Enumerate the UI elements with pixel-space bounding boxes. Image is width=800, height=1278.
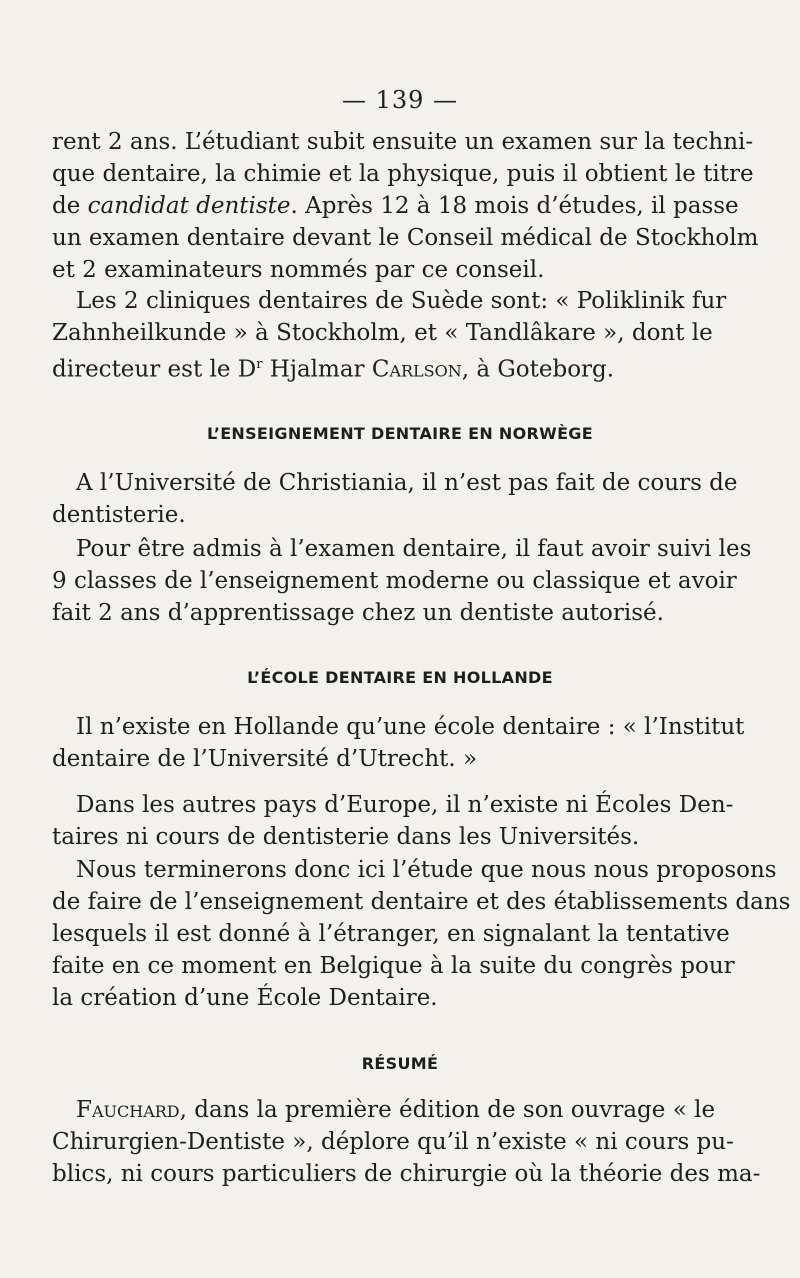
text-line: Chirurgien-Dentiste », déplore qu’il n’existe « ni cours pu- [52, 1129, 734, 1155]
text-line: dentisterie. [52, 502, 186, 528]
section-heading: RÉSUMÉ [361, 1054, 439, 1073]
italic-term: candidat dentiste [87, 193, 291, 219]
text-run: , dans la première édition de son ouvrage « le [179, 1097, 716, 1123]
text-run: Hjalmar [262, 356, 372, 383]
text-line: Pour être admis à l’examen dentaire, il faut avoir suivi les [76, 536, 752, 562]
text-run: de [52, 193, 88, 219]
text-line: A l’Université de Christiania, il n’est pas fait de cours de [76, 470, 738, 496]
section-heading: L’ENSEIGNEMENT DENTAIRE EN NORWÈGE [207, 424, 593, 443]
text-line: 9 classes de l’enseignement moderne ou classique et avoir [52, 568, 737, 594]
paragraph-4 [52, 533, 752, 629]
paragraph-8 [52, 1094, 761, 1190]
section-heading: L’ÉCOLE DENTAIRE EN HOLLANDE [247, 668, 553, 687]
text-line: de faire de l’enseignement dentaire et des établissements dans [52, 889, 791, 915]
text-line: Dans les autres pays d’Europe, il n’existe ni Écoles Den- [76, 792, 734, 818]
text-line: Les 2 cliniques dentaires de Suède sont: « Poliklinik fur [76, 288, 727, 314]
paragraph-3 [52, 467, 738, 531]
text-line: fait 2 ans d’apprentissage chez un dentiste autorisé. [52, 600, 664, 626]
paragraph-5 [52, 711, 745, 775]
paragraph-7 [52, 854, 791, 1014]
text-line: rent 2 ans. L’étudiant subit ensuite un examen sur la techni- [52, 129, 754, 155]
text-line [52, 190, 739, 222]
text-line: taires ni cours de dentisterie dans les Universités. [52, 824, 640, 850]
superscript: r [256, 357, 263, 372]
small-caps-name: Fauchard [76, 1097, 180, 1123]
text-line: blics, ni cours particuliers de chirurgie où la théorie des ma- [52, 1161, 761, 1187]
text-line: et 2 examinateurs nommés par ce conseil. [52, 257, 545, 283]
text-line [52, 1094, 716, 1126]
text-line: que dentaire, la chimie et la physique, puis il obtient le titre [52, 161, 754, 187]
text-line: la création d’une École Dentaire. [52, 985, 438, 1011]
text-line: faite en ce moment en Belgique à la suite du congrès pour [52, 953, 735, 979]
text-line: un examen dentaire devant le Conseil médical de Stockholm [52, 225, 759, 251]
text-line [52, 349, 696, 381]
text-line: Zahnheilkunde » à Stockholm, et « Tandlâkare », dont le [52, 320, 713, 346]
text-line: lesquels il est donné à l’étranger, en signalant la tentative [52, 921, 730, 947]
text-run: . Après 12 à 18 mois d’études, il passe [290, 193, 739, 219]
text-line: dentaire de l’Université d’Utrecht. » [52, 746, 478, 772]
text-run: , à Goteborg. [461, 356, 615, 383]
text-run: directeur est le D [52, 356, 257, 383]
small-caps-name: Carlson [371, 356, 462, 383]
paragraph-1 [52, 126, 759, 286]
page-number: — 139 — [341, 86, 459, 114]
text-line: Nous terminerons donc ici l’étude que nous nous proposons [76, 857, 777, 883]
paragraph-2 [52, 285, 727, 383]
paragraph-6 [52, 789, 734, 853]
text-line: Il n’existe en Hollande qu’une école dentaire : « l’Institut [76, 714, 745, 740]
